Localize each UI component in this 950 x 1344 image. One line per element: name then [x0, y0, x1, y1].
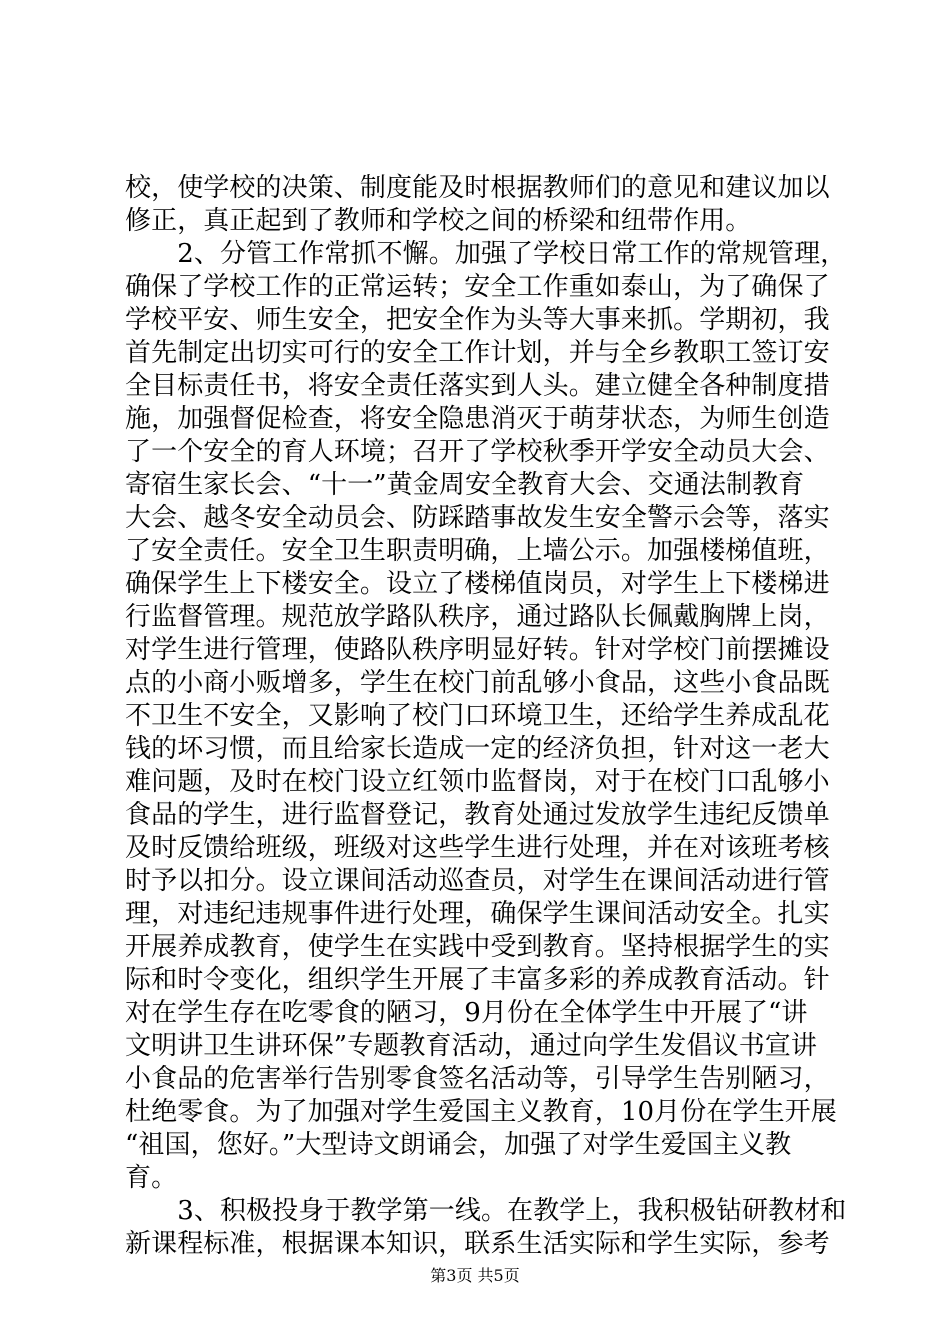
text-line: 修正，真正起到了教师和学校之间的桥梁和纽带作用。: [125, 206, 752, 236]
text-line: 开展养成教育，使学生在实践中受到教育。坚持根据学生的实: [125, 932, 830, 962]
text-line: 小食品的危害举行告别零食签名活动等，引导学生告别陋习，: [125, 1064, 830, 1094]
text-line: 文明讲卫生讲环保”专题教育活动，通过向学生发倡议书宣讲: [125, 1031, 817, 1061]
text-line: 点的小商小贩增多，学生在校门前乱够小食品，这些小食品既: [125, 668, 830, 698]
text-line: 钱的坏习惯，而且给家长造成一定的经济负担，针对这一老大: [125, 734, 830, 764]
text-line: 食品的学生，进行监督登记，教育处通过发放学生违纪反馈单: [125, 800, 830, 830]
text-line: 对学生进行管理，使路队秩序明显好转。针对学校门前摆摊设: [125, 635, 830, 665]
text-line: 行监督管理。规范放学路队秩序，通过路队长佩戴胸牌上岗，: [125, 602, 830, 632]
text-line: 新课程标准，根据课本知识，联系生活实际和学生实际，参考: [125, 1229, 830, 1259]
text-line: 际和时令变化，组织学生开展了丰富多彩的养成教育活动。针: [125, 965, 830, 995]
text-line: 及时反馈给班级，班级对这些学生进行处理，并在对该班考核: [125, 833, 830, 863]
text-line: 对在学生存在吃零食的陋习，9月份在全体学生中开展了“讲: [125, 998, 808, 1028]
text-line: 3、积极投身于教学第一线。在教学上，我积极钻研教材和: [125, 1196, 847, 1226]
text-line: 2、分管工作常抓不懈。加强了学校日常工作的常规管理，: [125, 239, 847, 269]
text-line: 理，对违纪违规事件进行处理，确保学生课间活动安全。扎实: [125, 899, 830, 929]
text-line: 施，加强督促检查，将安全隐患消灭于萌芽状态，为师生创造: [125, 404, 830, 434]
text-line: 时予以扣分。设立课间活动巡查员，对学生在课间活动进行管: [125, 866, 830, 896]
text-line: 校，使学校的决策、制度能及时根据教师们的意见和建议加以: [125, 173, 830, 203]
text-line: 首先制定出切实可行的安全工作计划，并与全乡教职工签订安: [125, 338, 830, 368]
text-line: 确保了学校工作的正常运转；安全工作重如泰山，为了确保了: [125, 272, 830, 302]
text-line: 大会、越冬安全动员会、防踩踏事故发生安全警示会等，落实: [125, 503, 830, 533]
text-line: 确保学生上下楼安全。设立了楼梯值岗员，对学生上下楼梯进: [125, 569, 830, 599]
text-line: 不卫生不安全，又影响了校门口环境卫生，还给学生养成乱花: [125, 701, 830, 731]
text-line: “祖国，您好。”大型诗文朗诵会，加强了对学生爱国主义教: [125, 1130, 792, 1160]
text-line: 全目标责任书，将安全责任落实到人头。建立健全各种制度措: [125, 371, 830, 401]
text-line: 了安全责任。安全卫生职责明确，上墙公示。加强楼梯值班，: [125, 536, 830, 566]
text-line: 难问题，及时在校门设立红领巾监督岗，对于在校门口乱够小: [125, 767, 830, 797]
text-line: 寄宿生家长会、“十一”黄金周安全教育大会、交通法制教育: [125, 470, 805, 500]
page-footer: 第3页 共5页: [430, 1266, 520, 1285]
text-line: 学校平安、师生安全，把安全作为头等大事来抓。学期初，我: [125, 305, 830, 335]
text-line: 杜绝零食。为了加强对学生爱国主义教育，10月份在学生开展: [125, 1097, 837, 1127]
text-line: 育。: [125, 1163, 178, 1193]
text-line: 了一个安全的育人环境；召开了学校秋季开学安全动员大会、: [125, 437, 830, 467]
